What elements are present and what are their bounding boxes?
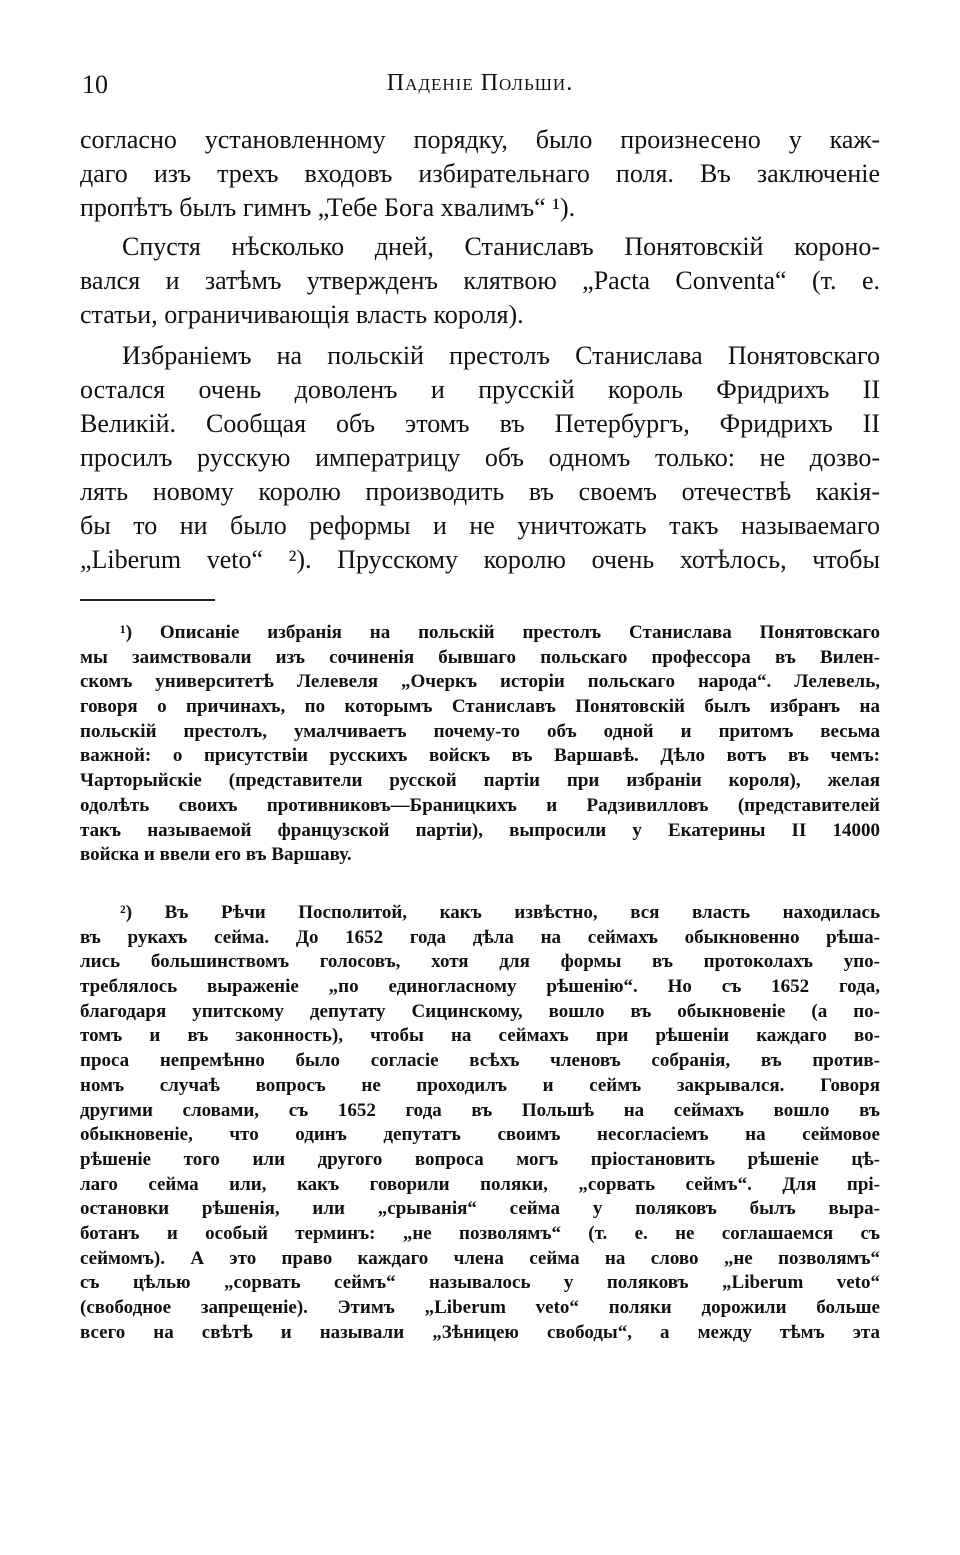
- footnote-line: польскій престолъ, умалчиваетъ почему-то объ одной и притомъ весьма: [80, 720, 880, 742]
- footnote-line: съ цѣлью „сорвать сеймъ“ называлось у поляковъ „Liberum veto“: [80, 1272, 880, 1294]
- footnote-line: проса непремѣнно было согласіе всѣхъ членовъ собранія, въ против-: [80, 1050, 880, 1072]
- footnote-separator: [80, 599, 215, 601]
- text-line: лять новому королю производить въ своемъ отечествѣ какія-: [80, 477, 880, 506]
- footnote-line: другими словами, съ 1652 года въ Польшѣ на сеймахъ вошло въ: [80, 1099, 880, 1121]
- footnote-2: [80, 901, 880, 1345]
- footnote-line: (свободное запрещеніе). Этимъ „Liberum veto“ поляки дорожили больше: [80, 1297, 880, 1318]
- footnote-1: [80, 621, 880, 868]
- footnote-line: номъ случаѣ вопросъ не проходилъ и сеймъ закрывался. Говоря: [80, 1074, 880, 1096]
- footnote-line: Чарторыйскіе (представители русской партіи при избраніи короля), желая: [80, 770, 880, 792]
- footnote-line: говоря о причинахъ, по которымъ Станиславъ Понятовскій былъ избранъ на: [80, 696, 880, 718]
- text-line: „Liberum veto“ ²). Прусскому королю очень хотѣлось, чтобы: [80, 545, 880, 574]
- text-line: даго изъ трехъ входовъ избирательнаго поля. Въ заключеніе: [80, 159, 880, 188]
- footnote-line: такъ называемой французской партіи), выпросили у Екатерины II 14000: [80, 819, 880, 841]
- paragraph-3: [80, 339, 880, 577]
- footnote-line: рѣшеніе того или другого вопроса могъ пріостановить рѣшеніе цѣ-: [80, 1148, 880, 1170]
- footnote-line: одолѣть своихъ противниковъ—Браницкихъ и Радзивилловъ (представителей: [80, 794, 880, 816]
- footnote-line: войска и ввели его въ Варшаву.: [80, 844, 352, 866]
- text-line: Избраніемъ на польскій престолъ Станислава Понятовскаго: [122, 341, 880, 370]
- text-line: согласно установленному порядку, было произнесено у каж-: [80, 125, 880, 154]
- text-line: вался и затѣмъ утвержденъ клятвою „Pacta Conventa“ (т. е.: [80, 266, 880, 295]
- footnote-line: въ рукахъ сейма. До 1652 года дѣла на сеймахъ обыкновенно рѣша-: [80, 926, 880, 948]
- footnote-line: мы заимствовали изъ сочиненія бывшаго польскаго профессора въ Вилен-: [80, 646, 880, 668]
- paragraph-1: [80, 123, 880, 225]
- text-line: просилъ русскую императрицу объ одномъ только: не дозво-: [80, 443, 880, 472]
- page-number: 10: [82, 70, 108, 99]
- text-line: бы то ни было реформы и не уничтожать такъ называемаго: [80, 511, 880, 540]
- footnote-line: скомъ университетѣ Лелевеля „Очеркъ исторіи польскаго народа“. Лелевель,: [80, 671, 880, 693]
- footnote-line: всего на свѣтѣ и называли „Зѣницею свободы“, а между тѣмъ эта: [80, 1321, 880, 1343]
- footnote-line: треблялось выраженіе „по единогласному рѣшенію“. Но съ 1652 года,: [80, 976, 880, 998]
- text-line: статьи, ограничивающія власть короля).: [80, 300, 524, 329]
- footnote-line: остановки рѣшенія, или „срыванія“ сейма у поляковъ былъ выра-: [80, 1198, 880, 1220]
- text-line: Великій. Сообщая объ этомъ въ Петербургъ, Фридрихъ II: [80, 409, 880, 438]
- text-line: пропѣтъ былъ гимнъ „Тебе Бога хвалимъ“ ¹).: [80, 193, 576, 222]
- footnote-line: ¹) Описаніе избранія на польскій престолъ Станислава Понятовскаго: [120, 622, 880, 643]
- footnote-line: важной: о присутствіи русскихъ войскъ въ Варшавѣ. Дѣло вотъ въ чемъ:: [80, 745, 880, 767]
- footnote-line: обыкновеніе, что одинъ депутатъ своимъ несогласіемъ на сеймовое: [80, 1124, 880, 1146]
- text-line: Спустя нѣсколько дней, Станиславъ Понятовскій короно-: [122, 232, 880, 261]
- footnote-line: лаго сейма или, какъ говорили поляки, „сорвать сеймъ“. Для прі-: [80, 1173, 880, 1195]
- running-header: [80, 70, 880, 106]
- footnote-line: лись большинствомъ голосовъ, хотя для формы въ протоколахъ упо-: [80, 951, 880, 973]
- text-line: остался очень доволенъ и прусскій король Фридрихъ II: [80, 375, 880, 404]
- footnote-line: ²) Въ Рѣчи Посполитой, какъ извѣстно, вся власть находилась: [120, 902, 880, 923]
- footnote-line: сеймомъ). А это право каждаго члена сейма на слово „не позволямъ“: [80, 1247, 880, 1269]
- footnote-line: томъ и въ законность), чтобы на сеймахъ при рѣшеніи каждаго во-: [80, 1025, 880, 1047]
- footnote-line: ботанъ и особый терминъ: „не позволямъ“ (т. е. не соглашаемся съ: [80, 1222, 880, 1244]
- running-title: Паденіе Польши.: [386, 70, 574, 96]
- paragraph-2: [80, 230, 880, 332]
- footnote-line: благодаря упитскому депутату Сицинскому, вошло въ обыкновеніе (а по-: [80, 1000, 880, 1022]
